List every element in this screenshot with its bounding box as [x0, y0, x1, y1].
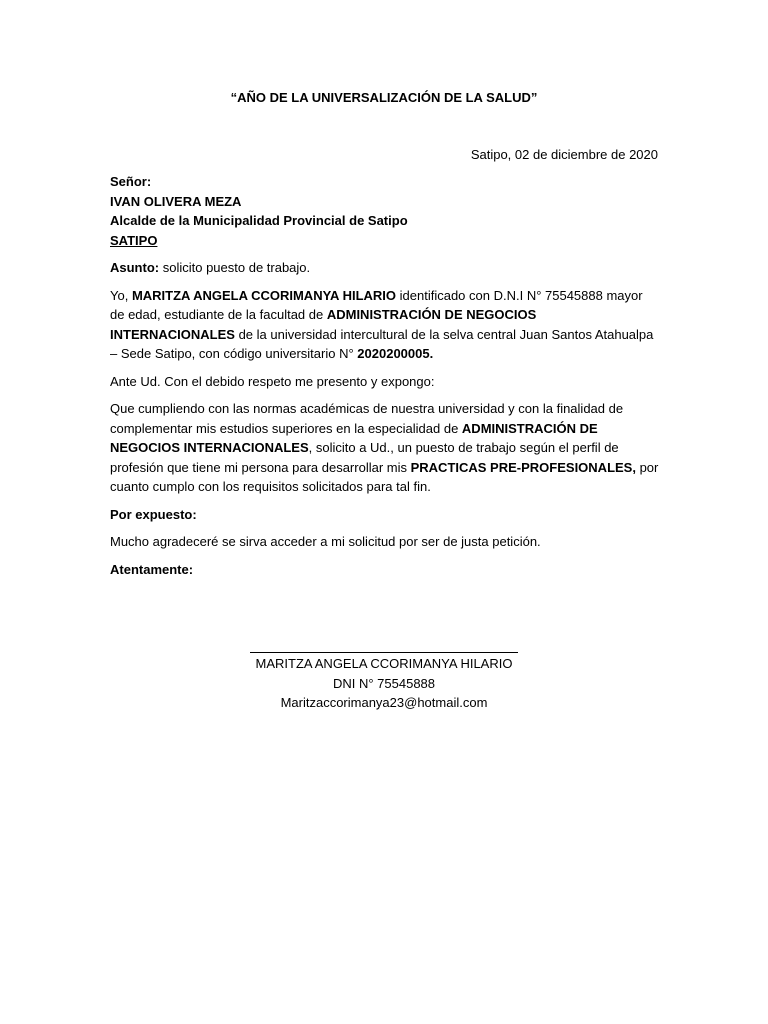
request-text-1: Que cumpliendo con las normas académicas de nuestra universidad y con la finalidad de complementar mis estudios superiores en la especialidad de [110, 401, 624, 436]
letter-body [110, 172, 660, 579]
recipient-city-text: SATIPO [110, 232, 158, 248]
faculty-name: ADMINISTRACIÓN DE NEGOCIOS INTERNACIONALES [110, 307, 537, 342]
intro-paragraph [110, 286, 660, 364]
subject-text: solicito puesto de trabajo. [159, 260, 311, 275]
signature-dni: DNI N° 75545888 [332, 675, 436, 691]
signature-block [250, 652, 518, 713]
student-code: 2020200005. [357, 346, 434, 361]
signature-name: MARITZA ANGELA CCORIMANYA HILARIO [255, 656, 513, 671]
thanks-paragraph: Mucho agradeceré se sirva acceder a mi solicitud por ser de justa petición. [110, 534, 541, 549]
request-text-2: , solicito a Ud., un puesto de trabajo según el perfil de profesión que tiene mi persona para desarrollar mis [110, 440, 619, 475]
practices-label: PRACTICAS PRE-PROFESIONALES, [410, 459, 636, 475]
request-paragraph [110, 399, 660, 497]
recipient-position: Alcalde de la Municipalidad Provincial de Satipo [110, 213, 408, 228]
letter-date: Satipo, 02 de diciembre de 2020 [470, 147, 658, 162]
recipient-name: IVAN OLIVERA MEZA [110, 193, 242, 209]
salutation: Señor: [110, 174, 152, 189]
applicant-name: MARITZA ANGELA CCORIMANYA HILARIO [131, 287, 397, 303]
request-text-3: por cuanto cumplo con los requisitos solicitados para tal fin. [110, 459, 659, 494]
regards: Atentamente: [110, 561, 194, 577]
subject-line [110, 258, 660, 278]
signature-line [250, 652, 518, 653]
statement-paragraph: Ante Ud. Con el debido respeto me presento y expongo: [110, 373, 435, 389]
subject-label: Asunto: [110, 260, 160, 275]
signature-email: Maritzaccorimanya23@hotmail.com [280, 695, 488, 710]
intro-text-2: identificado con D.N.I N° 75545888 mayor de edad, estudiante de la facultad de [110, 287, 643, 322]
specialty-name: ADMINISTRACIÓN DE NEGOCIOS INTERNACIONALES [110, 420, 598, 455]
letter-motto: “AÑO DE LA UNIVERSALIZACIÓN DE LA SALUD” [230, 90, 538, 105]
intro-text-3: de la universidad intercultural de la selva central Juan Santos Atahualpa – Sede Satipo, con código universitario N° [110, 326, 654, 361]
recipient-city [110, 231, 660, 251]
por-expuesto: Por expuesto: [110, 506, 197, 522]
intro-text-1: Yo, [110, 287, 132, 303]
